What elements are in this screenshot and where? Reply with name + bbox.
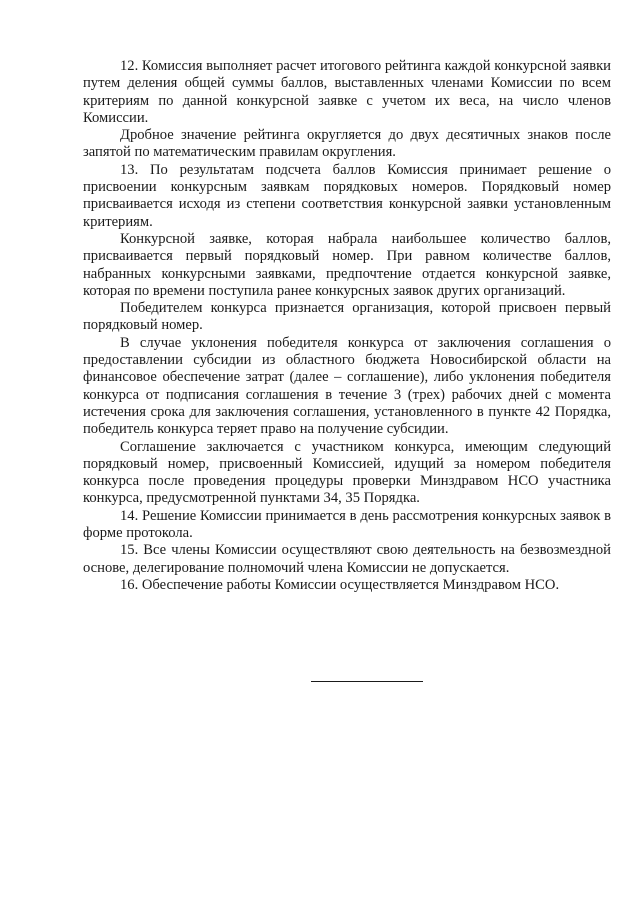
paragraph-winner-evasion: В случае уклонения победителя конкурса от заключения соглашения о предоставлении субсидии из областного бюджета Новосибирской области на финансовое обеспечение затрат (далее – соглашение), либо уклонения победителя конкурса от подписания соглашения в течение 3 (трех) рабочих дней с момента истечения срока для заключения соглашения, установленного в пункте 42 Порядка, победитель конкурса теряет право на получение субсидии. xyxy=(83,334,611,438)
paragraph-winner-definition: Победителем конкурса признается организация, которой присвоен первый порядковый номер. xyxy=(83,300,611,334)
end-of-document-rule xyxy=(311,681,423,682)
paragraph-12-rating-calculation: 12. Комиссия выполняет расчет итогового рейтинга каждой конкурсной заявки путем деления общей суммы баллов, выставленных членами Комиссии по всем критериям по данной конкурсной заявке с учетом их веса, на число членов Комиссии. xyxy=(83,58,611,126)
document-body xyxy=(83,58,611,594)
paragraph-13-ordinal-numbers: 13. По результатам подсчета баллов Комиссия принимает решение о присвоении конкурсным заявкам порядковых номеров. Порядковый номер присваивается исходя из степени соответствия конкурсной заявки установленным критериям. xyxy=(83,161,611,230)
paragraph-14-decision-protocol: 14. Решение Комиссии принимается в день рассмотрения конкурсных заявок в форме протокола. xyxy=(83,507,611,542)
paragraph-first-ordinal-number: Конкурсной заявке, которая набрала наибольшее количество баллов, присваивается первый порядковый номер. При равном количестве баллов, набранных конкурсными заявками, предпочтение отдается конкурсной заявке, которая по времени поступила ранее конкурсных заявок других организаций. xyxy=(83,230,611,299)
paragraph-agreement-next-participant: Соглашение заключается с участником конкурса, имеющим следующий порядковый номер, присвоенный Комиссией, идущий за номером победителя конкурса после проведения процедуры проверки Минздравом НСО участника конкурса, предусмотренной пунктами 34, 35 Порядка. xyxy=(83,438,611,507)
paragraph-rating-rounding: Дробное значение рейтинга округляется до двух десятичных знаков после запятой по математическим правилам округления. xyxy=(83,127,611,161)
paragraph-16-commission-support: 16. Обеспечение работы Комиссии осуществляется Минздравом НСО. xyxy=(120,576,560,593)
paragraph-15-voluntary-basis: 15. Все члены Комиссии осуществляют свою деятельность на безвозмездной основе, делегирование полномочий члена Комиссии не допускается. xyxy=(83,542,611,576)
